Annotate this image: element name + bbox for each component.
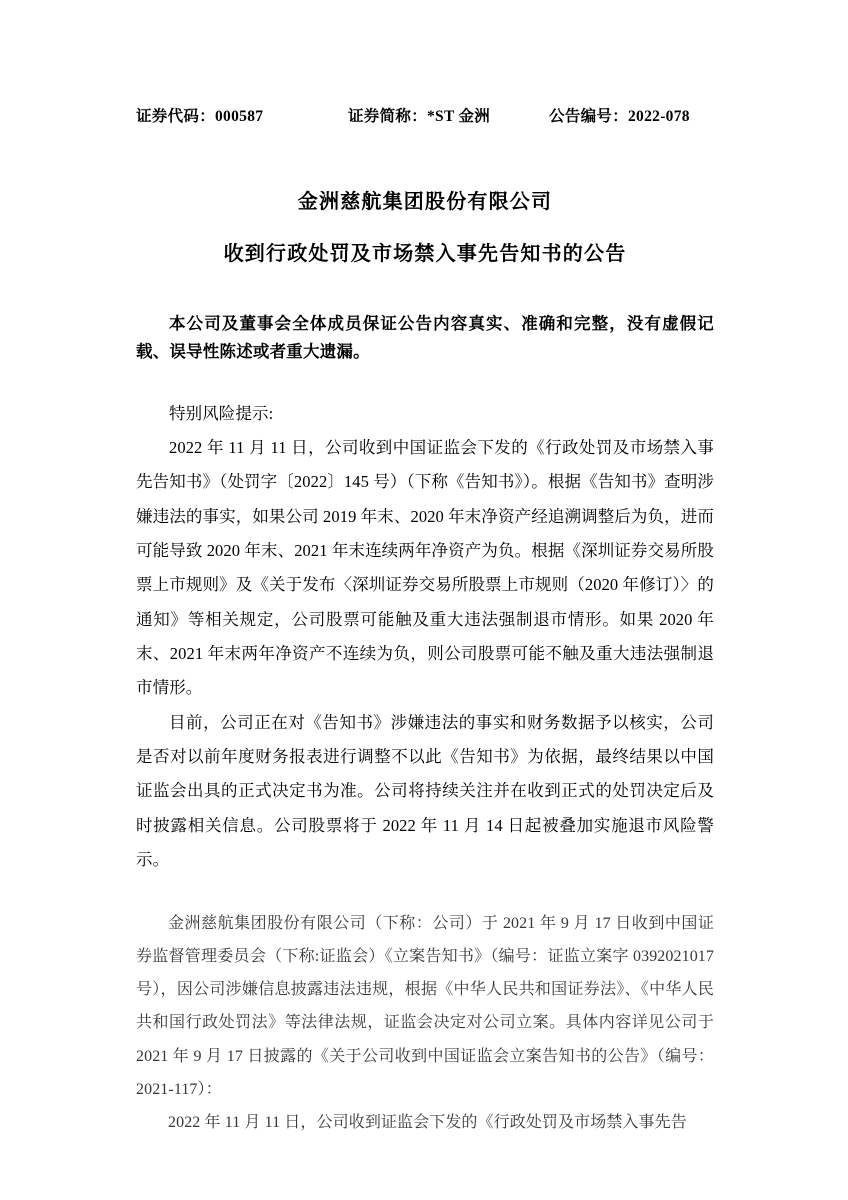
body-paragraph-1: 2022 年 11 月 11 日，公司收到中国证监会下发的《行政处罚及市场禁入事先告知书》（处罚字〔2022〕145 号）（下称《告知书》）。根据《告知书》查明涉嫌违法的事实，如果公司 2019 年末、2020 年末净资产经追溯调整后为负，进而可能导致 2020 年末、2021 年末连续两年净资产为负。根据《深圳证券交易所股票上市规则》及《关于发布〈深圳证券交易所股票上市规则（2020 年修订）〉的通知》等相关规定，公司股票可能触及重大违法强制退市情形。如果 2020 年末、2021 年末两年净资产不连续为负，则公司股票可能不触及重大违法强制退市情形。 (136, 438, 714, 698)
document-content (136, 0, 714, 1139)
document-header-line (136, 104, 714, 126)
special-risk-notice-heading: 特别风险提示: (169, 403, 274, 423)
title-block (136, 188, 714, 268)
responsibility-declaration: 本公司及董事会全体成员保证公告内容真实、准确和完整，没有虚假记载、误导性陈述或者重大遗漏。 (136, 314, 714, 362)
company-name-title: 金洲慈航集团股份有限公司 (297, 191, 553, 213)
case-history-paragraph-1: 金洲慈航集团股份有限公司（下称：公司）于 2021 年 9 月 17 日收到中国证券监督管理委员会（下称:证监会）《立案告知书》（编号：证监立案字 0392021017 号），因公司涉嫌信息披露违法违规，根据《中华人民共和国证券法》、《中华人民共和国行政处罚法》等法律法规，证监会决定对公司立案。具体内容详见公司于 2021 年 9 月 17 日披露的《关于公司收到中国证监会立案告知书的公告》（编号：2021-117）： (136, 915, 714, 1098)
announcement-number: 公告编号：2022-078 (549, 108, 690, 125)
announcement-subject-title: 收到行政处罚及市场禁入事先告知书的公告 (223, 243, 627, 265)
case-history-paragraph-2: 2022 年 11 月 11 日，公司收到证监会下发的《行政处罚及市场禁入事先告 (168, 1113, 687, 1131)
stock-abbreviation: 证券简称：*ST 金洲 (348, 108, 491, 125)
body-paragraph-2: 目前，公司正在对《告知书》涉嫌违法的事实和财务数据予以核实，公司是否对以前年度财务报表进行调整不以此《告知书》为依据，最终结果以中国证监会出具的正式决定书为准。公司将持续关注并在收到正式的处罚决定后及时披露相关信息。公司股票将于 2022 年 11 月 14 日起被叠加实施退市风险警示。 (136, 712, 714, 869)
case-history-section (136, 907, 714, 1139)
stock-code: 证券代码：000587 (136, 108, 264, 125)
body-section (136, 397, 714, 877)
